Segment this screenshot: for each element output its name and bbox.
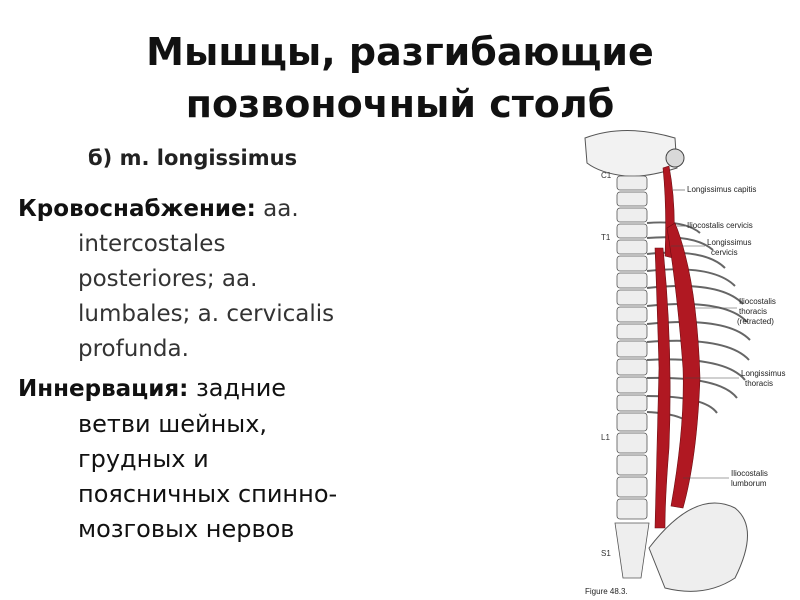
vertebra-t1-label: T1 bbox=[601, 233, 611, 242]
blood-supply-line-1: aa. bbox=[255, 196, 299, 222]
label-iliocostalis-thoracis-3: (retracted) bbox=[737, 317, 774, 326]
innervation-label: Иннервация: bbox=[18, 376, 189, 402]
mastoid-process bbox=[666, 149, 684, 167]
innervation-line-2: ветви шейных, bbox=[78, 410, 268, 438]
slide-subtitle: б) m. longissimus bbox=[88, 146, 298, 170]
label-longissimus-capitis: Longissimus capitis bbox=[687, 185, 757, 194]
innervation-line-4: поясничных спинно- bbox=[78, 480, 338, 508]
innervation-line-1: задние bbox=[188, 374, 287, 402]
title-line-2: позвоночный столб bbox=[185, 82, 615, 126]
label-iliocostalis-thoracis-2: thoracis bbox=[739, 307, 768, 316]
label-iliocostalis-cervicis: Iliocostalis cervicis bbox=[687, 221, 753, 230]
label-longissimus-thoracis-2: thoracis bbox=[745, 379, 774, 388]
label-longissimus-cervicis-1: Longissimus bbox=[707, 238, 752, 247]
slide-title bbox=[0, 26, 800, 130]
innervation-block bbox=[18, 370, 418, 547]
blood-supply-line-4: lumbales; a. cervicalis bbox=[78, 301, 335, 327]
title-line-1: Мышцы, разгибающие bbox=[146, 30, 654, 74]
blood-supply-line-3: posteriores; aa. bbox=[78, 266, 258, 292]
label-longissimus-cervicis-2: cervicis bbox=[711, 248, 738, 257]
blood-supply-line-2: intercostales bbox=[78, 231, 226, 257]
vertebra-c1-label: C1 bbox=[601, 171, 612, 180]
innervation-line-3: грудных и bbox=[78, 445, 209, 473]
blood-supply-line-5: profunda. bbox=[78, 336, 189, 362]
blood-supply-block bbox=[18, 190, 398, 367]
vertebra-l1-label: L1 bbox=[601, 433, 610, 442]
label-iliocostalis-lumborum-2: lumborum bbox=[731, 479, 767, 488]
vertebral-column bbox=[615, 176, 649, 578]
label-iliocostalis-thoracis-1: Iliocostalis bbox=[739, 297, 776, 306]
vertebra-s1-label: S1 bbox=[601, 549, 611, 558]
longissimus-thoracis-muscle bbox=[655, 248, 670, 528]
blood-supply-label: Кровоснабжение: bbox=[18, 196, 256, 222]
iliocostalis-muscle bbox=[667, 223, 700, 508]
innervation-line-5: мозговых нервов bbox=[78, 515, 295, 543]
figure-caption: Figure 48.3. bbox=[585, 587, 628, 596]
label-longissimus-thoracis-1: Longissimus bbox=[741, 369, 786, 378]
spine-muscle-illustration bbox=[565, 128, 790, 600]
label-iliocostalis-lumborum-1: Iliocostalis bbox=[731, 469, 768, 478]
